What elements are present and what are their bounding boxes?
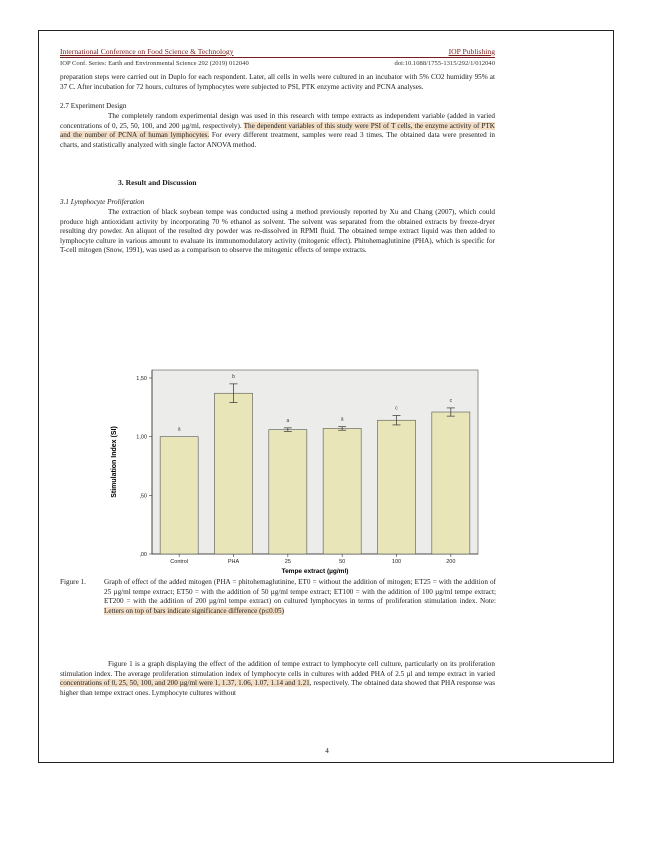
page-number: 4 (325, 747, 329, 755)
x-ticks (170, 554, 455, 565)
x-tick-label: 200 (446, 559, 456, 565)
y-ticks (136, 376, 152, 558)
y-tick-label: ,50 (139, 493, 147, 500)
section-2-7-text-a: The completely random experimental design was used in this research with tempe extracts as independent variable (added in varied concentrations of 0, 25, 50, 100, and 200 µg/ml, respectively). (60, 112, 495, 130)
running-header (60, 47, 495, 56)
bar-25 (269, 430, 307, 554)
significance-letter: a (340, 416, 344, 423)
publisher-name: IOP Publishing (448, 47, 495, 56)
stimulation-index-bar-chart (94, 364, 494, 577)
y-tick-label: 1,50 (136, 376, 147, 382)
significance-letter: c (395, 405, 398, 412)
significance-letter: a (177, 426, 181, 433)
section-3-1-title: 3.1 Lymphocyte Proliferation (60, 198, 145, 206)
figure-caption (60, 578, 496, 616)
section-3-1-paragraph: The extraction of black soybean tempe was conducted using a method previously reported by Xu and Chang (2007), which could produce high antioxidant activity by incorporating 70 % ethanol as solvent. The solvent was separated from the obtained extracts by freeze-dryer resulting dry powder. An aliquot of the resulted dry powder was re-dissolved in RPMI fluid. The obtained tempe extract liquid was then added to lymphocyte culture in various amount to evaluate its immunomodulatory activity (mitogenic effect). Phitohemaglutinine (PHA), which is specific for T-cell mitogen (Snow, 1991), was used as a comparison to observe the mitogenic effects of tempe extracts. (60, 208, 495, 255)
closing-text-a: Figure 1 is a graph displaying the effect of the addition of tempe extract to lymphocyte cell culture, particularly on its proliferation stimulation index. The average proliferation stimulation index of lymphocyte cells in cultures with added PHA of 2.5 µl and tempe extract in varied (60, 660, 495, 678)
bar-200 (432, 412, 470, 554)
intro-paragraph: preparation steps were carried out in Duplo for each respondent. Later, all cells in wells were cultured in an incubator with 5% CO2 humidity 95% at 37 C. After incubation for 72 hours, cultures of lymphocytes were subjected to PSI, PTK enzyme activity and PCNA analyses. (60, 73, 495, 91)
bar-pha (214, 393, 252, 554)
header-rule (60, 57, 495, 58)
significance-letter: b (232, 373, 235, 380)
closing-paragraph (60, 660, 495, 698)
conference-name: International Conference on Food Science & Technology (60, 47, 234, 56)
section-3-title: 3. Result and Discussion (118, 178, 197, 187)
section-2-7-paragraph (60, 112, 495, 150)
x-tick-label: 25 (284, 559, 291, 565)
caption-highlight: Letters on top of bars indicate significance difference (p≤0.05) (104, 606, 285, 615)
section-2-7-text-b: For every different treatment, samples were read 3 times. The obtained data were presented in charts, and statistically analyzed with single factor ANOVA method. (60, 131, 495, 149)
bar-50 (323, 428, 361, 554)
caption-text-a: Graph of effect of the added mitogen (PHA = phitohemaglutinine, ET0 = without the addition of mitogen; ET25 = with the addition of 25 µg/ml tempe extract; ET50 = with the addition of 50 µg/ml tempe extract; ET100 = with the addition of 100 µg/ml tempe extract; ET200 = with the addition of 200 µg/ml tempe extract) on cultured lymphocytes in terms of proliferation stimulation index. Note: (104, 578, 496, 606)
x-tick-label: 100 (391, 559, 402, 565)
y-tick-label: 1,00 (136, 434, 147, 441)
doi: doi:10.1088/1755-1315/292/1/012040 (394, 60, 495, 67)
series-line (60, 60, 495, 67)
bar-100 (377, 420, 415, 554)
x-tick-label: Control (170, 559, 189, 565)
plot-area (152, 370, 478, 554)
significance-letter: a (286, 417, 290, 424)
bar-control (160, 437, 198, 554)
section-2-7-highlight: The dependent variables of this study were PSI of T cells, the enzyme activity of PTK and the number of PCNA of human lymphocytes. (60, 121, 495, 140)
closing-highlight: concentrations of 0, 25, 50, 100, and 200 µg/ml were 1, 1.37, 1.06, 1.07, 1.14 and 1.21 (60, 679, 310, 688)
significance-letter: c (449, 397, 453, 404)
x-axis-label: Tempe extract (µg/ml) (281, 568, 349, 575)
series-info: IOP Conf. Series: Earth and Environmental Science 292 (2019) 012040 (60, 60, 249, 67)
figure-label: Figure 1. (60, 578, 86, 586)
x-tick-label: PHA (227, 559, 240, 565)
y-axis-label: Stimulation Index (SI) (111, 426, 118, 498)
closing-text-b: , respectively. The obtained data showed that PHA response was higher than tempe extract ones. Lymphocyte cultures without (60, 679, 496, 697)
x-tick-label: 50 (339, 559, 346, 565)
section-2-7-title: 2.7 Experiment Design (60, 102, 127, 110)
y-tick-label: ,00 (139, 552, 147, 558)
